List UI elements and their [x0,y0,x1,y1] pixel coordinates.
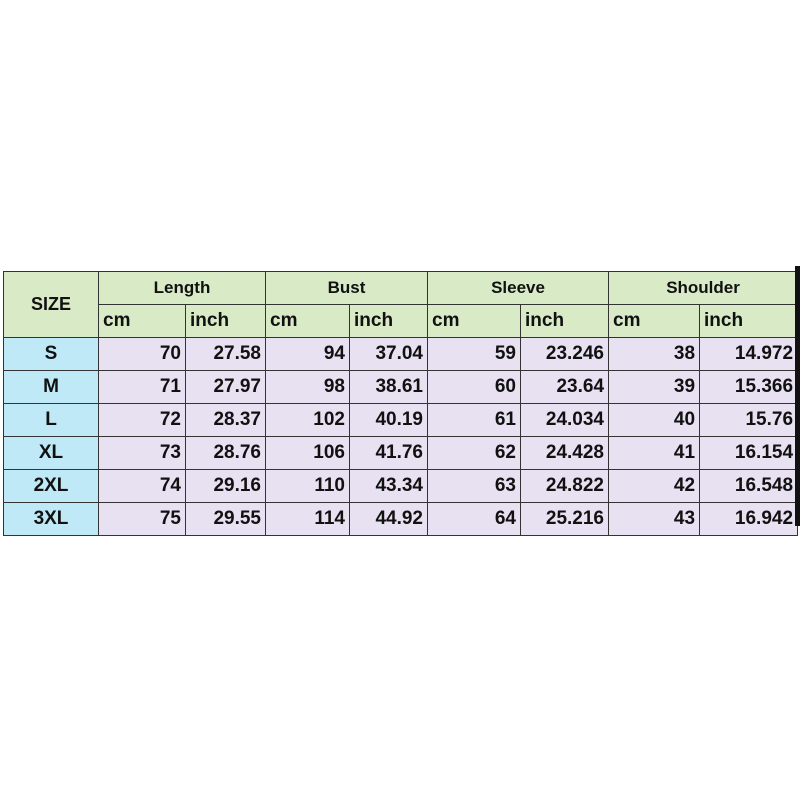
sleeve-cm-header: cm [428,305,521,338]
shoulder-inch-header: inch [700,305,798,338]
measurement-cell: 38 [609,338,700,371]
measurement-cell: 72 [99,404,186,437]
table-row [4,437,798,470]
length-cm-header: cm [99,305,186,338]
bust-inch-header: inch [350,305,428,338]
table-row [4,338,798,371]
measurement-cell: 41 [609,437,700,470]
size-cell: L [4,404,99,437]
group-header-row [4,272,798,305]
size-table-body [4,338,798,536]
measurement-cell: 94 [266,338,350,371]
measurement-cell: 102 [266,404,350,437]
measurement-cell: 42 [609,470,700,503]
length-inch-header: inch [186,305,266,338]
measurement-cell: 15.76 [700,404,798,437]
measurement-cell: 29.16 [186,470,266,503]
measurement-cell: 106 [266,437,350,470]
table-row [4,404,798,437]
size-column-header: SIZE [4,272,99,338]
measurement-cell: 98 [266,371,350,404]
measurement-cell: 73 [99,437,186,470]
measurement-cell: 24.428 [521,437,609,470]
measurement-cell: 15.366 [700,371,798,404]
measurement-cell: 40 [609,404,700,437]
bust-cm-header: cm [266,305,350,338]
shoulder-cm-header: cm [609,305,700,338]
bust-header: Bust [266,272,428,305]
measurement-cell: 23.246 [521,338,609,371]
measurement-cell: 61 [428,404,521,437]
measurement-cell: 43 [609,503,700,536]
table-row [4,371,798,404]
measurement-cell: 24.034 [521,404,609,437]
measurement-cell: 63 [428,470,521,503]
measurement-cell: 60 [428,371,521,404]
measurement-cell: 23.64 [521,371,609,404]
measurement-cell: 16.154 [700,437,798,470]
measurement-cell: 110 [266,470,350,503]
measurement-cell: 71 [99,371,186,404]
edge-border [795,266,800,526]
measurement-cell: 16.942 [700,503,798,536]
measurement-cell: 16.548 [700,470,798,503]
measurement-cell: 62 [428,437,521,470]
size-cell: 3XL [4,503,99,536]
size-chart-table [3,271,798,536]
measurement-cell: 14.972 [700,338,798,371]
measurement-cell: 28.37 [186,404,266,437]
size-cell: M [4,371,99,404]
measurement-cell: 37.04 [350,338,428,371]
measurement-cell: 44.92 [350,503,428,536]
measurement-cell: 27.58 [186,338,266,371]
measurement-cell: 74 [99,470,186,503]
measurement-cell: 28.76 [186,437,266,470]
measurement-cell: 38.61 [350,371,428,404]
sleeve-header: Sleeve [428,272,609,305]
table-row [4,470,798,503]
size-cell: S [4,338,99,371]
size-cell: XL [4,437,99,470]
measurement-cell: 114 [266,503,350,536]
measurement-cell: 59 [428,338,521,371]
measurement-cell: 39 [609,371,700,404]
measurement-cell: 27.97 [186,371,266,404]
measurement-cell: 41.76 [350,437,428,470]
measurement-cell: 70 [99,338,186,371]
length-header: Length [99,272,266,305]
measurement-cell: 29.55 [186,503,266,536]
measurement-cell: 24.822 [521,470,609,503]
measurement-cell: 43.34 [350,470,428,503]
shoulder-header: Shoulder [609,272,798,305]
size-cell: 2XL [4,470,99,503]
unit-header-row [4,305,798,338]
table-row [4,503,798,536]
measurement-cell: 40.19 [350,404,428,437]
measurement-cell: 64 [428,503,521,536]
measurement-cell: 75 [99,503,186,536]
measurement-cell: 25.216 [521,503,609,536]
sleeve-inch-header: inch [521,305,609,338]
